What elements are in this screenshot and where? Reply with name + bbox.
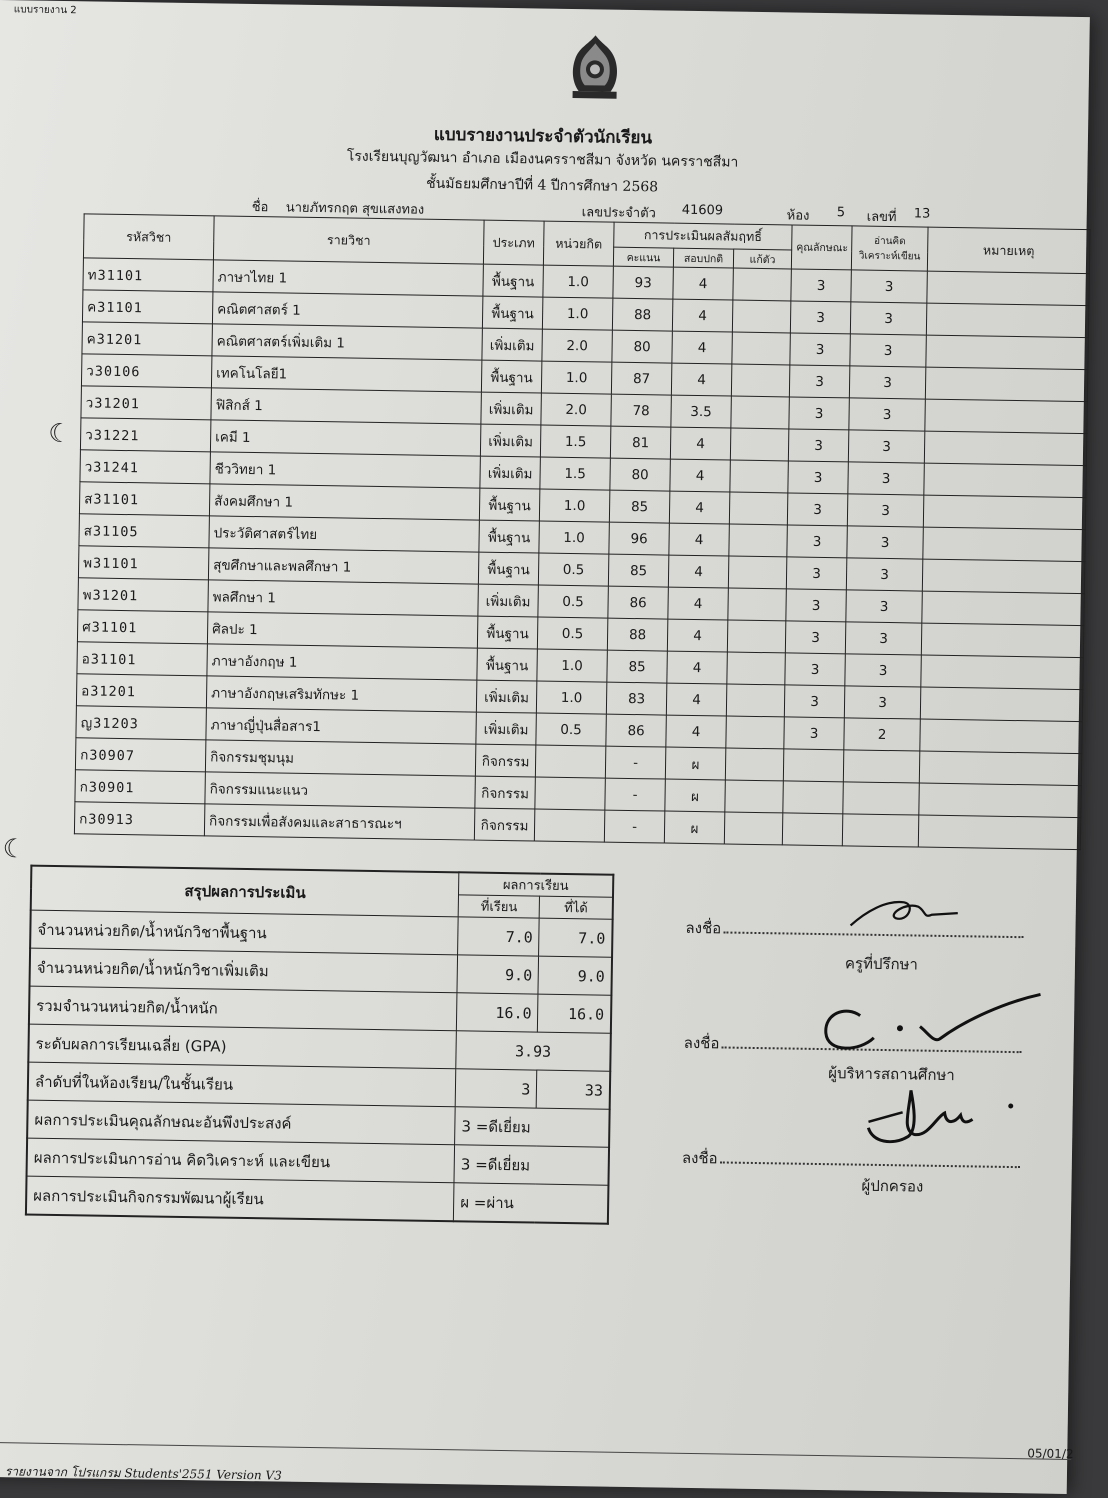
summary-value: 7.0 — [458, 917, 540, 956]
cell-score: 85 — [607, 650, 667, 683]
summary-value: 3 =ดีเยี่ยม — [454, 1145, 609, 1185]
cell-credit: 0.5 — [537, 617, 607, 650]
cell-credit — [535, 777, 605, 810]
cell-code: ว31201 — [81, 386, 211, 420]
cell-retake — [730, 428, 789, 461]
cell-type: พื้นฐาน — [477, 616, 537, 649]
cell-character: 3 — [786, 557, 846, 590]
cell-grade: 4 — [666, 683, 726, 716]
cell-type: พื้นฐาน — [478, 552, 538, 585]
cell-character: 3 — [786, 589, 846, 622]
summary-label: ผลการประเมินกิจกรรมพัฒนาผู้เรียน — [26, 1176, 454, 1221]
header-subject: รายวิชา — [213, 216, 484, 264]
cell-code: ก30907 — [75, 738, 205, 772]
cell-score: 80 — [612, 330, 672, 363]
parent-signature-icon — [862, 1082, 1033, 1155]
cell-subject: ภาษาไทย 1 — [213, 260, 483, 296]
cell-character — [783, 781, 843, 814]
cell-reading: 2 — [844, 718, 920, 751]
cell-retake — [729, 524, 788, 557]
cell-grade: 4 — [667, 651, 727, 684]
cell-remark — [925, 399, 1087, 434]
cell-code: อ31101 — [77, 642, 207, 676]
cell-score: 81 — [610, 426, 670, 459]
cell-subject: คณิตศาสตร์ 1 — [212, 292, 482, 328]
cell-type: พื้นฐาน — [483, 264, 543, 297]
cell-retake — [729, 492, 788, 525]
cell-retake — [724, 812, 783, 845]
cell-score: 85 — [609, 490, 669, 523]
cell-credit: 1.0 — [536, 681, 606, 714]
summary-label: ลำดับที่ในห้องเรียน/ในชั้นเรียน — [28, 1062, 456, 1107]
cell-grade: 4 — [673, 267, 733, 300]
cell-score: 96 — [609, 522, 669, 555]
cell-character: 3 — [789, 365, 849, 398]
cell-retake — [732, 332, 791, 365]
cell-retake — [732, 300, 791, 333]
number-label: เลขที่ — [866, 209, 897, 226]
cell-grade: 4 — [670, 427, 730, 460]
cell-reading: 3 — [845, 654, 921, 687]
cell-reading: 3 — [848, 430, 924, 463]
cell-retake — [731, 396, 790, 429]
cell-type: เพิ่มเติม — [476, 680, 536, 713]
cell-credit: 1.5 — [540, 457, 610, 490]
cell-grade: 4 — [668, 555, 728, 588]
cell-score: 87 — [611, 362, 671, 395]
cell-remark — [927, 271, 1089, 306]
cell-reading: 3 — [851, 270, 927, 303]
cell-reading — [842, 814, 918, 847]
cell-type: พื้นฐาน — [477, 648, 537, 681]
summary-label: จำนวนหน่วยกิต/น้ำหนักวิชาเพิ่มเติม — [30, 948, 458, 993]
cell-reading: 3 — [849, 366, 925, 399]
room-number: 5 — [836, 205, 846, 221]
cell-character: 3 — [787, 525, 847, 558]
cell-remark — [919, 751, 1081, 786]
cell-code: ว31241 — [80, 450, 210, 484]
cell-remark — [924, 431, 1086, 466]
seat-number: 13 — [913, 206, 931, 222]
cell-grade: 4 — [671, 363, 731, 396]
summary-earned-header: ที่ได้ — [540, 896, 613, 919]
cell-retake — [733, 268, 792, 301]
cell-code: ว30106 — [81, 354, 211, 388]
cell-character: 3 — [785, 653, 845, 686]
cell-grade: 4 — [672, 331, 732, 364]
cell-retake — [726, 716, 785, 749]
cell-retake — [730, 460, 789, 493]
print-date: 05/01/2 — [1027, 1446, 1074, 1462]
cell-character: 3 — [785, 621, 845, 654]
cell-score: 86 — [606, 714, 666, 747]
cell-reading: 3 — [850, 302, 926, 335]
cell-score: - — [604, 810, 664, 843]
cell-credit — [535, 745, 605, 778]
summary-label: ระดับผลการเรียนเฉลี่ย (GPA) — [28, 1024, 456, 1069]
header-type: ประเภท — [483, 220, 544, 265]
cell-reading: 3 — [850, 334, 926, 367]
summary-value: 3 =ดีเยี่ยม — [455, 1107, 610, 1147]
cell-grade: 4 — [666, 715, 726, 748]
cell-subject: กิจกรรมแนะแนว — [205, 772, 475, 808]
cell-code: ก30901 — [75, 770, 205, 804]
header-grade: สอบปกติ — [673, 248, 733, 268]
cell-remark — [918, 815, 1080, 850]
sign-label: ลงชื่อ — [685, 918, 722, 938]
cell-credit: 1.0 — [539, 489, 609, 522]
cell-credit: 0.5 — [538, 553, 608, 586]
cell-score: 88 — [612, 298, 672, 331]
cell-subject: กิจกรรมชุมนุม — [205, 740, 475, 776]
cell-remark — [919, 783, 1081, 818]
cell-type: เพิ่มเติม — [482, 328, 542, 361]
cell-remark — [922, 591, 1084, 626]
cell-code: ส31101 — [79, 482, 209, 516]
cell-reading — [843, 782, 919, 815]
cell-grade: 4 — [669, 523, 729, 556]
rank-level-value: 33 — [537, 1070, 611, 1109]
cell-reading: 3 — [845, 622, 921, 655]
summary-row-activity — [26, 1176, 609, 1224]
cell-type: เพิ่มเติม — [480, 456, 540, 489]
summary-value: 16.0 — [456, 993, 538, 1032]
summary-label: จำนวนหน่วยกิต/น้ำหนักวิชาพื้นฐาน — [30, 910, 458, 955]
report-title: แบบรายงานประจำตัวนักเรียน — [433, 124, 653, 149]
cell-reading: 3 — [846, 590, 922, 623]
cell-type: พื้นฐาน — [479, 488, 539, 521]
summary-value: 9.0 — [538, 956, 612, 995]
cell-remark — [921, 655, 1083, 690]
footer-divider — [0, 1442, 1074, 1462]
cell-remark — [925, 367, 1087, 402]
cell-remark — [923, 527, 1085, 562]
cell-character — [783, 749, 843, 782]
cell-remark — [926, 335, 1088, 370]
cell-character: 3 — [784, 685, 844, 718]
gpa-value: 3.93 — [456, 1031, 611, 1071]
cell-code: อ31201 — [76, 674, 206, 708]
cell-type: เพิ่มเติม — [480, 424, 540, 457]
cell-subject: ศิลปะ 1 — [207, 612, 477, 648]
cell-code: ค31101 — [82, 290, 212, 324]
cell-score: 78 — [611, 394, 671, 427]
rank-room-value: 3 — [455, 1069, 537, 1108]
cell-credit: 1.5 — [540, 425, 610, 458]
school-emblem-icon — [564, 33, 625, 104]
level-line: ชั้นมัธยมศึกษาปีที่ 4 ปีการศึกษา 2568 — [426, 175, 659, 196]
cell-credit — [534, 809, 604, 842]
id-label: เลขประจำตัว — [581, 205, 657, 222]
cell-retake — [727, 620, 786, 653]
cell-credit: 1.0 — [543, 265, 613, 298]
cell-type: กิจกรรม — [474, 808, 534, 841]
cell-reading: 3 — [848, 462, 924, 495]
cell-credit: 2.0 — [541, 393, 611, 426]
student-name: นายภัทรกฤต สุขแสงทอง — [285, 200, 425, 218]
cell-type: เพิ่มเติม — [476, 712, 536, 745]
cell-retake — [728, 556, 787, 589]
header-character: คุณลักษณะ — [791, 225, 852, 270]
cell-subject: พลศึกษา 1 — [208, 580, 478, 616]
cell-type: พื้นฐาน — [479, 520, 539, 553]
cell-type: เพิ่มเติม — [481, 392, 541, 425]
cell-grade: 4 — [669, 491, 729, 524]
student-id: 41609 — [681, 202, 724, 219]
cell-subject: ภาษาอังกฤษเสริมทักษะ 1 — [206, 676, 476, 712]
cell-credit: 0.5 — [538, 585, 608, 618]
summary-value: 16.0 — [538, 994, 612, 1033]
cell-subject: เทคโนโลยี1 — [211, 356, 481, 392]
cell-credit: 1.0 — [539, 521, 609, 554]
footer-source: รายงานจาก โปรแกรม Students'2551 Version V3 — [4, 1464, 282, 1483]
cell-subject: ภาษาอังกฤษ 1 — [207, 644, 477, 680]
cell-character: 3 — [790, 301, 850, 334]
cell-subject: ฟิสิกส์ 1 — [211, 388, 481, 424]
cell-remark — [923, 495, 1085, 530]
cell-score: 86 — [608, 586, 668, 619]
header-retake: แก้ตัว — [733, 249, 791, 269]
grades-body — [74, 258, 1089, 850]
cell-remark — [920, 719, 1082, 754]
cell-credit: 1.0 — [541, 361, 611, 394]
cell-character: 3 — [788, 461, 848, 494]
binder-hole-icon: ☾ — [2, 834, 27, 865]
cell-score: 88 — [607, 618, 667, 651]
summary-enrolled-header: ที่เรียน — [458, 895, 540, 918]
cell-character: 3 — [791, 269, 851, 302]
cell-credit: 1.0 — [537, 649, 607, 682]
cell-code: ท31101 — [83, 258, 213, 292]
director-role: ผู้บริหารสถานศึกษา — [828, 1064, 955, 1085]
cell-retake — [725, 780, 784, 813]
cell-subject: สังคมศึกษา 1 — [209, 484, 479, 520]
summary-label: ผลการประเมินคุณลักษณะอันพึงประสงค์ — [27, 1100, 455, 1145]
cell-grade: 4 — [667, 619, 727, 652]
cell-character: 3 — [789, 397, 849, 430]
cell-type: เพิ่มเติม — [478, 584, 538, 617]
grades-table — [74, 213, 1091, 850]
cell-reading: 3 — [847, 526, 923, 559]
cell-code: พ31201 — [78, 578, 208, 612]
cell-retake — [727, 652, 786, 685]
summary-table — [25, 865, 614, 1225]
cell-retake — [726, 684, 785, 717]
sign-label: ลงชื่อ — [681, 1148, 718, 1168]
cell-score: 80 — [610, 458, 670, 491]
cell-code: ว31221 — [80, 418, 210, 452]
cell-subject: ชีววิทยา 1 — [210, 452, 480, 488]
cell-type: พื้นฐาน — [482, 296, 542, 329]
summary-value: ผ =ผ่าน — [453, 1183, 608, 1224]
cell-character — [782, 813, 842, 846]
cell-character: 3 — [788, 429, 848, 462]
parent-role: ผู้ปกครอง — [861, 1176, 924, 1196]
cell-type: พื้นฐาน — [481, 360, 541, 393]
cell-reading: 3 — [846, 558, 922, 591]
summary-result-header: ผลการเรียน — [459, 872, 614, 897]
cell-character: 3 — [784, 717, 844, 750]
cell-character: 3 — [790, 333, 850, 366]
cell-type: กิจกรรม — [475, 744, 535, 777]
cell-retake — [728, 588, 787, 621]
cell-grade: 3.5 — [671, 395, 731, 428]
cell-retake — [731, 364, 790, 397]
cell-grade: 4 — [670, 459, 730, 492]
director-signature-icon — [815, 981, 1046, 1065]
cell-code: ค31201 — [82, 322, 212, 356]
form-label: แบบรายงาน 2 — [13, 4, 77, 17]
cell-reading: 3 — [849, 398, 925, 431]
cell-grade: ผ — [664, 811, 724, 844]
sign-label: ลงชื่อ — [683, 1033, 720, 1053]
cell-reading: 3 — [847, 494, 923, 527]
advisor-signature-icon — [845, 891, 966, 933]
header-remark: หมายเหตุ — [927, 227, 1090, 274]
cell-score: 93 — [613, 266, 673, 299]
cell-subject: ภาษาญี่ปุ่นสื่อสาร1 — [206, 708, 476, 744]
header-credit: หน่วยกิต — [543, 221, 614, 266]
cell-subject: คณิตศาสตร์เพิ่มเติม 1 — [212, 324, 482, 360]
cell-code: พ31101 — [78, 546, 208, 580]
cell-reading: 3 — [844, 686, 920, 719]
cell-score: - — [605, 746, 665, 779]
cell-reading — [843, 750, 919, 783]
cell-code: ส31105 — [79, 514, 209, 548]
name-label: ชื่อ — [251, 199, 269, 216]
room-label: ห้อง — [786, 208, 810, 224]
cell-subject: ประวัติศาสตร์ไทย — [209, 516, 479, 552]
cell-score: 85 — [608, 554, 668, 587]
cell-score: 83 — [606, 682, 666, 715]
cell-remark — [924, 463, 1086, 498]
cell-character: 3 — [787, 493, 847, 526]
cell-grade: ผ — [665, 779, 725, 812]
summary-value: 7.0 — [539, 918, 613, 957]
school-line: โรงเรียนบุญวัฒนา อำเภอ เมืองนครราชสีมา จังหวัด นครราชสีมา — [346, 148, 739, 171]
summary-value: 9.0 — [457, 955, 539, 994]
summary-label: ผลการประเมินการอ่าน คิดวิเคราะห์ และเขียน — [27, 1138, 455, 1183]
header-reading: อ่านคิดวิเคราะห์เขียน — [851, 226, 928, 271]
cell-code: ญ31203 — [76, 706, 206, 740]
cell-grade: 4 — [672, 299, 732, 332]
cell-code: ก30913 — [74, 802, 204, 836]
header-score: คะแนน — [613, 247, 673, 267]
cell-grade: ผ — [665, 747, 725, 780]
header-assessment: การประเมินผลสัมฤทธิ์ — [614, 222, 792, 250]
cell-credit: 2.0 — [542, 329, 612, 362]
cell-credit: 1.0 — [542, 297, 612, 330]
cell-remark — [926, 303, 1088, 338]
cell-retake — [725, 748, 784, 781]
cell-remark — [921, 623, 1083, 658]
cell-subject: กิจกรรมเพื่อสังคมและสาธารณะฯ — [204, 804, 474, 840]
cell-code: ศ31101 — [77, 610, 207, 644]
cell-subject: สุขศึกษาและพลศึกษา 1 — [208, 548, 478, 584]
cell-remark — [920, 687, 1082, 722]
cell-grade: 4 — [668, 587, 728, 620]
cell-credit: 0.5 — [536, 713, 606, 746]
cell-remark — [922, 559, 1084, 594]
summary-title: สรุปผลการประเมิน — [31, 866, 459, 917]
summary-label: รวมจำนวนหน่วยกิต/น้ำหนัก — [29, 986, 457, 1031]
advisor-role: ครูที่ปรึกษา — [844, 954, 919, 974]
binder-hole-icon: ☾ — [47, 418, 72, 450]
header-code: รหัสวิชา — [83, 214, 214, 260]
cell-subject: เคมี 1 — [210, 420, 480, 456]
cell-score: - — [605, 778, 665, 811]
cell-type: กิจกรรม — [475, 776, 535, 809]
